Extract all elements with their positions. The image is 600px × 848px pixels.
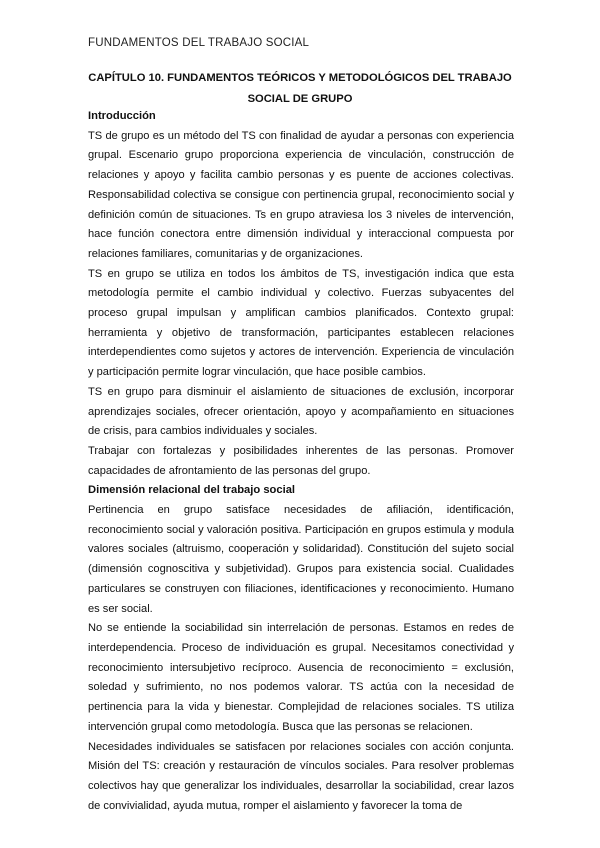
running-header: FUNDAMENTOS DEL TRABAJO SOCIAL xyxy=(88,37,310,49)
paragraph: TS en grupo se utiliza en todos los ámbitos de TS, investigación indica que esta metodología permite el cambio individual y colectivo. Fuerzas subyacentes del proceso grupal impulsan y amplifican cambios planificados. Contexto grupal: herramienta y objetivo de transformación, participantes establecen relaciones interdependientes como sujetos y actores de intervención. Experiencia de vinculación y participación permite lograr vinculación, que hace posible cambios. xyxy=(88,267,514,379)
chapter-title: CAPÍTULO 10. FUNDAMENTOS TEÓRICOS Y METODOLÓGICOS DEL TRABAJO SOCIAL DE GRUPO xyxy=(88,72,512,105)
paragraph: Trabajar con fortalezas y posibilidades inherentes de las personas. Promover capacidades de afrontamiento de las personas del grupo. xyxy=(88,444,514,477)
paragraph: TS en grupo para disminuir el aislamiento de situaciones de exclusión, incorporar aprendizajes sociales, ofrecer orientación, apoyo y acompañamiento en situaciones de crisis, para cambios individuales y sociales. xyxy=(88,385,514,438)
section-dimension-relacional xyxy=(88,481,514,816)
section-heading: Introducción xyxy=(88,110,156,122)
paragraph: Pertinencia en grupo satisface necesidades de afiliación, identificación, reconocimiento social y valoración positiva. Participación en grupos estimula y modula valores sociales (altruismo, cooperación y solidaridad). Constitución del sujeto social (dimensión cognoscitiva y subjetividad). Grupos para existencia social. Cualidades particulares se construyen con filiaciones, identificaciones y reconocimiento. Humano es ser social. xyxy=(88,504,514,615)
section-introduccion xyxy=(88,107,514,481)
document-body xyxy=(88,107,514,816)
section-heading: Dimensión relacional del trabajo social xyxy=(88,484,296,497)
paragraph: Necesidades individuales se satisfacen por relaciones sociales con acción conjunta. Misión del TS: creación y restauración de vínculos sociales. Para resolver problemas colectivos hay que generalizar los individuales, desarrollar la sociabilidad, crear lazos de convivialidad, ayuda mutua, romper el aislamiento y favorecer la toma de xyxy=(88,740,514,812)
paragraph: No se entiende la sociabilidad sin interrelación de personas. Estamos en redes de interdependencia. Proceso de individuación es grupal. Necesitamos conectividad y reconocimiento intersubjetivo recíproco. Ausencia de reconocimiento = exclusión, soledad y sufrimiento, no nos podemos valorar. TS actúa con la necesidad de pertinencia para la vida y bienestar. Complejidad de relaciones sociales. TS utiliza intervención grupal como metodología. Busca que las personas se relacionen. xyxy=(88,622,514,733)
paragraph: TS de grupo es un método del TS con finalidad de ayudar a personas con experiencia grupal. Escenario grupo proporciona experiencia de vinculación, construcción de relaciones y apoyo y facilita cambio personas y es puente de acciones colectivas. Responsabilidad colectiva se consigue con pertinencia grupal, reconocimiento social y definición común de situaciones. Ts en grupo atraviesa los 3 niveles de intervención, hace función conectora entre dimensión individual y interaccional compuesta por relaciones familiares, comunitarias y de organizaciones. xyxy=(88,129,514,260)
